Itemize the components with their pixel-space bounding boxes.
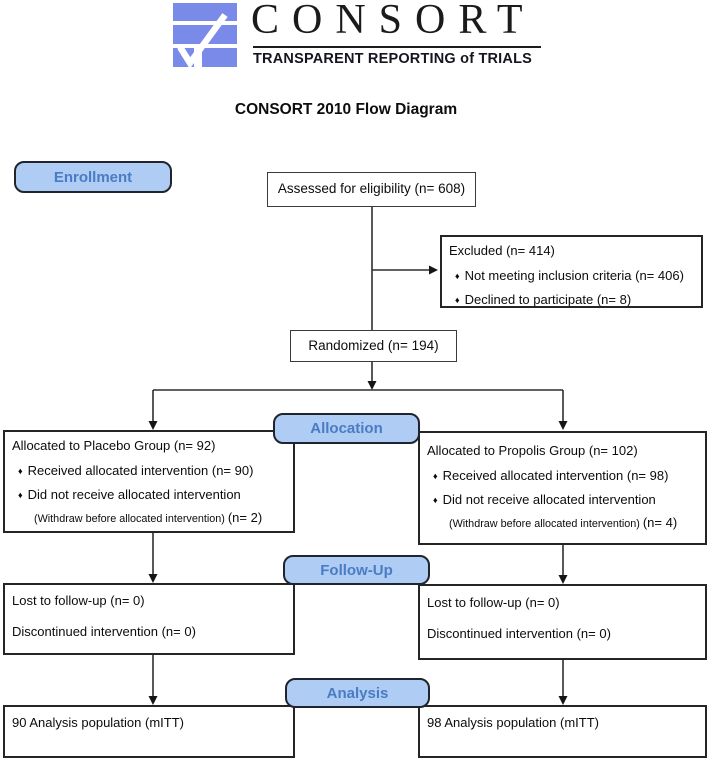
excluded-bullet-1 (449, 267, 697, 285)
alloc-right-received-text: Received allocated intervention (n= 98) (442, 467, 669, 483)
diamond-bullet-icon: ♦ (455, 270, 460, 281)
stage-label-analysis: Analysis (285, 678, 430, 708)
alloc-left-not-received-text: Did not receive allocated intervention (27, 487, 241, 503)
arrowhead-fu-left (149, 574, 158, 583)
alloc-left-received (12, 462, 289, 480)
arrowhead-fu-right (559, 575, 568, 584)
brand-tagline: TRANSPARENT REPORTING of TRIALS (253, 51, 533, 67)
alloc-right-not-received-text: Did not receive allocated intervention (442, 492, 656, 508)
box-allocation-propolis (418, 431, 707, 545)
excluded-bullet-1-text: Not meeting inclusion criteria (n= 406) (464, 267, 684, 283)
analysis-right-text: 98 Analysis population (mITT) (427, 715, 599, 730)
diamond-bullet-icon: ♦ (18, 465, 23, 476)
box-analysis-propolis (418, 705, 707, 758)
box-allocation-placebo (3, 430, 295, 533)
arrowhead-analysis-left (149, 696, 158, 705)
excluded-bullet-2 (449, 291, 697, 309)
alloc-left-withdraw (34, 509, 289, 527)
alloc-left-not-received (12, 486, 289, 504)
box-followup-propolis (418, 584, 707, 660)
fu-left-discontinued: Discontinued intervention (n= 0) (12, 623, 196, 639)
box-randomized: Randomized (n= 194) (290, 330, 457, 362)
stage-label-allocation: Allocation (273, 413, 420, 444)
fu-left-lost: Lost to follow-up (n= 0) (12, 593, 145, 608)
brand-wordmark: CONSORT (251, 0, 536, 43)
alloc-right-received (427, 467, 701, 485)
alloc-right-not-received (427, 491, 701, 509)
alloc-left-received-text: Received allocated intervention (n= 90) (27, 462, 254, 478)
fu-right-lost: Lost to follow-up (n= 0) (427, 595, 560, 610)
arrowhead-alloc-right (559, 421, 568, 430)
alloc-right-title: Allocated to Propolis Group (n= 102) (427, 443, 638, 458)
diamond-bullet-icon: ♦ (455, 295, 460, 306)
fu-right-discontinued: Discontinued intervention (n= 0) (427, 625, 611, 641)
diamond-bullet-icon: ♦ (433, 470, 438, 481)
alloc-right-withdraw (449, 514, 701, 532)
arrowhead-excluded (429, 266, 438, 275)
alloc-left-withdraw-n: (n= 2) (227, 509, 263, 525)
box-excluded (440, 235, 703, 308)
stage-label-enrollment: Enrollment (14, 161, 172, 193)
page-title: CONSORT 2010 Flow Diagram (234, 101, 458, 118)
arrowhead-junction (368, 381, 377, 390)
arrowhead-analysis-right (559, 696, 568, 705)
box-analysis-placebo (3, 705, 295, 758)
diamond-bullet-icon: ♦ (18, 490, 23, 501)
alloc-left-withdraw-note: (Withdraw before allocated intervention) (34, 512, 225, 525)
analysis-left-text: 90 Analysis population (mITT) (12, 715, 184, 730)
alloc-right-withdraw-note: (Withdraw before allocated intervention) (449, 517, 640, 530)
box-followup-placebo (3, 583, 295, 655)
stage-label-followup: Follow-Up (283, 555, 430, 585)
excluded-bullet-2-text: Declined to participate (n= 8) (464, 292, 632, 308)
excluded-title: Excluded (n= 414) (449, 243, 555, 258)
arrowhead-alloc-left (149, 421, 158, 430)
diamond-bullet-icon: ♦ (433, 495, 438, 506)
alloc-left-title: Allocated to Placebo Group (n= 92) (12, 438, 216, 453)
alloc-right-withdraw-n: (n= 4) (642, 514, 678, 530)
box-assessed-eligibility: Assessed for eligibility (n= 608) (267, 172, 476, 207)
